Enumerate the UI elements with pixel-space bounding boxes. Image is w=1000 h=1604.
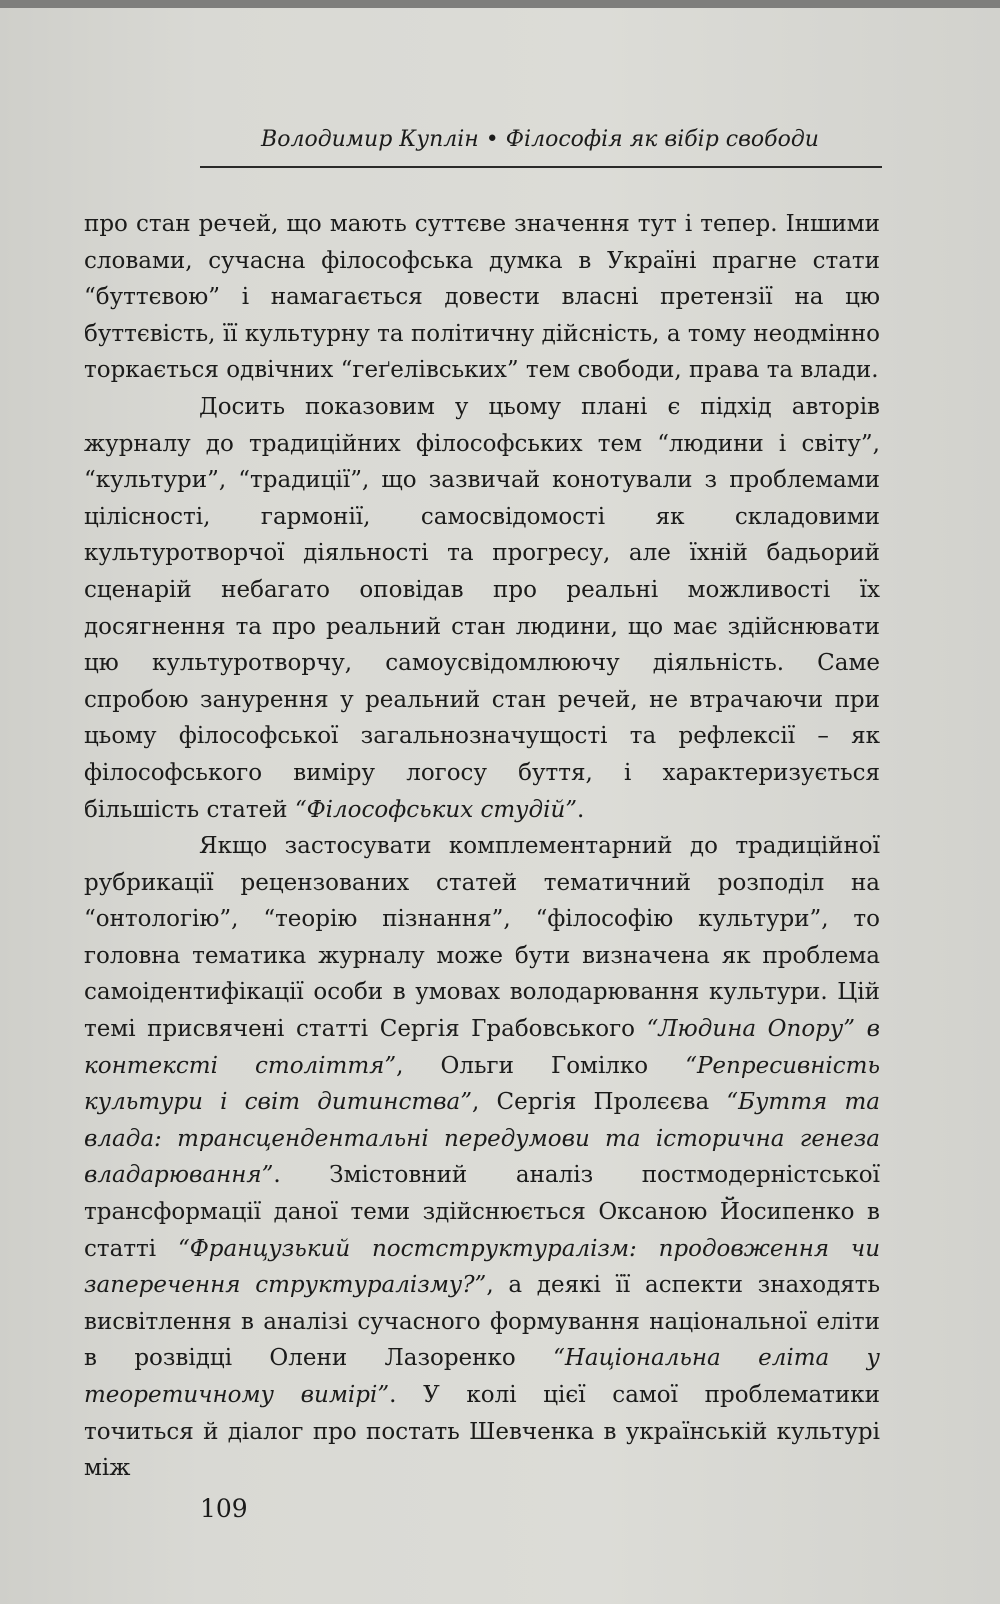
page-number: 109 [200, 1494, 248, 1523]
article-title: “Французький постструктуралізм: продовження чи заперечення структуралізму?” [84, 1235, 881, 1299]
header-author: Володимир Куплін [261, 127, 479, 152]
paragraph-text: Якщо застосувати комплементарний до традиційної рубрикації рецензованих статей тематичний розподіл на “онтологію”, “теорію пізнання”, “філософію культури”, то головна тематика журналу може бути визначена як проблема самоідентифікації особи в умовах володарювання культури. Цій темі присвячені статті Сергія Грабовського [84, 833, 880, 1043]
article-title: “Репресивність культури і світ дитинства” [84, 1052, 880, 1116]
article-title: “Національна еліта у теоретичному вимірі” [84, 1345, 880, 1408]
paragraph-3 [84, 828, 880, 1487]
paragraph-text: . У колі цієї самої проблематики точиться й діалог про постать Шевченка в українській культурі між [84, 1382, 881, 1482]
paragraph-text: , Ольги Гомілко [396, 1052, 686, 1079]
paragraph-text: , Сергія Пролєєва [472, 1089, 727, 1116]
header-rule [200, 166, 882, 168]
article-title: “Людина Опору” в контексті століття” [84, 1016, 880, 1079]
paragraph-text: , а деякі її аспекти знаходять висвітлення в аналізі сучасного формування національної еліти в розвідці Олени Лазоренко [84, 1272, 881, 1372]
running-header [200, 124, 880, 156]
header-separator: • [485, 127, 499, 152]
body-text [84, 206, 880, 1487]
paragraph-text: . Змістовний аналіз постмодерністської трансформації даної теми здійснюється Оксаною Йосипенко в статті [84, 1162, 880, 1262]
header-title: Філософія як вібір свободи [505, 127, 819, 152]
paragraph-1 [84, 206, 880, 389]
page-top-edge [0, 0, 1000, 8]
paragraph-text: . [577, 796, 585, 823]
paragraph-text: про стан речей, що мають суттєве значення тут і тепер. Іншими словами, сучасна філософська думка в Україні прагне стати “буттєвою” і намагається довести власні претензії на цю буттєвість, її культурну та політичну дійсність, а тому неодмінно торкається одвічних “геґелівських” тем свободи, права та влади. [84, 211, 880, 384]
paragraph-2 [84, 389, 880, 828]
paragraph-text: Досить показовим у цьому плані є підхід авторів журналу до традиційних філософських тем “людини і світу”, “культури”, “традиції”, що зазвичай конотували з проблемами цілісності, гармонії, самосвідомості як складовими культуротворчої діяльності та прогресу, але їхній бадьорий сценарій небагато оповідав про реальні можливості їх досягнення та про реальний стан людини, що має здійснювати цю культуротворчу, самоусвідомлюючу діяльність. Саме спробою занурення у реальний стан речей, не втрачаючи при цьому філософської загальнозначущості та рефлексії – як філософського виміру логосу буття, і характеризується більшість статей [84, 393, 880, 823]
article-title: “Буття та влада: трансцендентальні передумови та історична генеза владарювання” [84, 1089, 880, 1189]
journal-title: “Філософських студій” [294, 796, 578, 823]
